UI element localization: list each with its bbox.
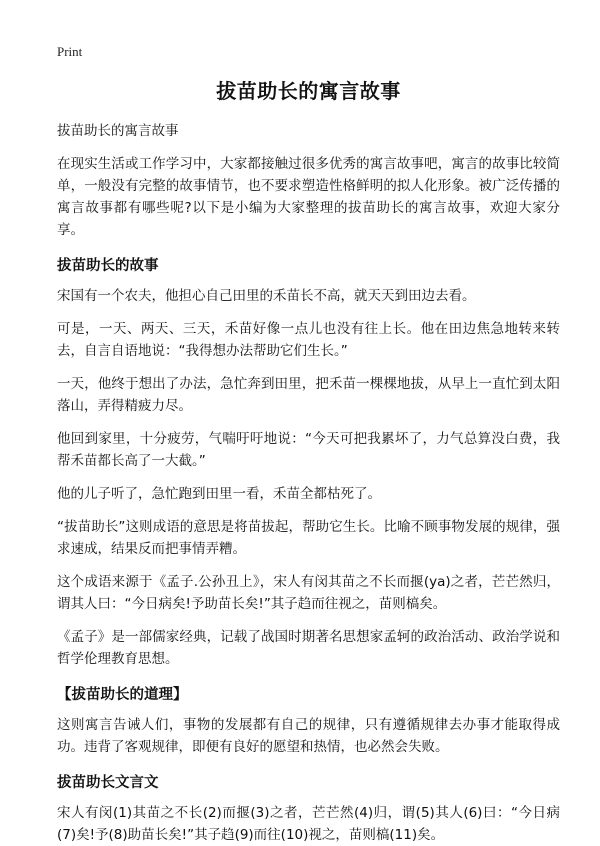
page-title: 拔苗助长的寓言故事 <box>216 79 401 103</box>
print-label[interactable]: Print <box>57 44 83 59</box>
story-paragraph: 他回到家里，十分疲劳，气喘吁吁地说：“今天可把我累坏了，力气总算没白费，我帮禾苗都长高了一大截。” <box>57 431 560 469</box>
classical-heading: 拔苗助长文言文 <box>57 775 159 791</box>
story-paragraph: 《孟子》是一部儒家经典，记载了战国时期著名思想家孟轲的政治活动、政治学说和哲学伦理教育思想。 <box>57 629 560 667</box>
story-paragraph: 宋国有一个农夫，他担心自己田里的禾苗长不高，就天天到田边去看。 <box>57 288 476 304</box>
page-subtitle: 拔苗助长的寓言故事 <box>57 123 179 139</box>
story-paragraph: “拔苗助长”这则成语的意思是将苗拔起，帮助它生长。比喻不顾事物发展的规律，强求速成，结果反而把事情弄糟。 <box>57 519 560 557</box>
story-paragraph: 他的儿子听了，急忙跑到田里一看，禾苗全都枯死了。 <box>57 486 381 502</box>
moral-paragraph: 这则寓言告诫人们，事物的发展都有自己的规律，只有遵循规律去办事才能取得成功。违背了客观规律，即便有良好的愿望和热情，也必然会失败。 <box>57 717 560 755</box>
story-paragraph: 一天，他终于想出了办法，急忙奔到田里，把禾苗一棵棵地拔，从早上一直忙到太阳落山，弄得精疲力尽。 <box>57 376 560 414</box>
story-paragraph: 这个成语来源于《孟子.公孙丑上》，宋人有闵其苗之不长而揠(ya)之者，芒芒然归，谓其人曰：“今日病矣!予助苗长矣!”其子趋而往视之，苗则槁矣。 <box>57 574 560 612</box>
classical-paragraph: 宋人有闵(1)其苗之不长(2)而揠(3)之者，芒芒然(4)归，谓(5)其人(6)曰：“今日病(7)矣!予(8)助苗长矣!”其子趋(9)而往(10)视之，苗则槁(11)矣。 <box>57 805 560 843</box>
story-paragraph: 可是，一天、两天、三天，禾苗好像一点儿也没有往上长。他在田边焦急地转来转去，自言自语地说：“我得想办法帮助它们生长。” <box>57 321 560 359</box>
intro-paragraph: 在现实生活或工作学习中，大家都接触过很多优秀的寓言故事吧，寓言的故事比较简单，一般没有完整的故事情节，也不要求塑造性格鲜明的拟人化形象。被广泛传播的寓言故事都有哪些呢?以下是小编为大家整理的拔苗助长的寓言故事，欢迎大家分享。 <box>57 156 560 238</box>
moral-heading: 【拔苗助长的道理】 <box>57 687 188 703</box>
story-heading: 拔苗助长的故事 <box>57 258 159 274</box>
